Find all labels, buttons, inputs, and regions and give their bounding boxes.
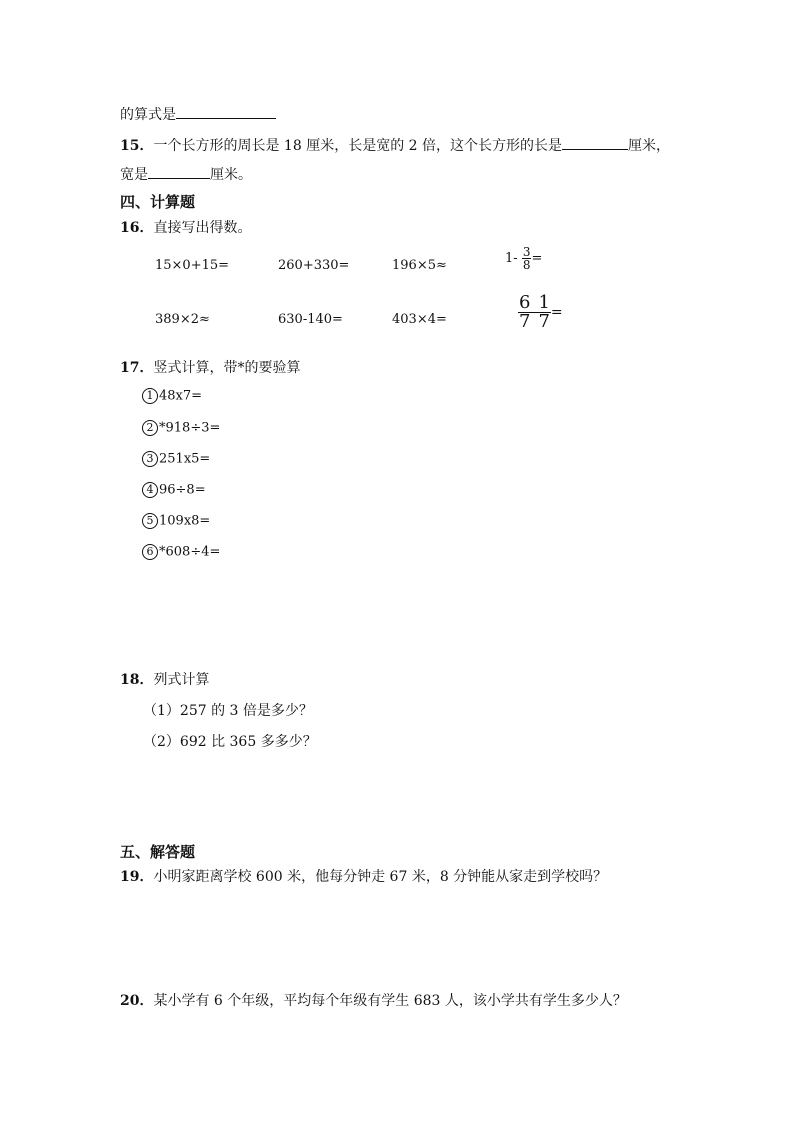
q15-text: 一个长方形的周长是 18 厘米，长是宽的 2 倍，这个长方形的长是 [153, 138, 563, 154]
q16-expr-4-equals: = [531, 251, 543, 266]
q16-expr-8 [518, 294, 563, 331]
q15-unit1: 厘米， [628, 138, 671, 154]
q17-item-expr: *918÷3= [159, 420, 221, 436]
q16-header [120, 217, 251, 237]
q16-expr-6: 630-140= [278, 312, 343, 327]
q16-expr-2: 260+330= [278, 258, 350, 273]
q14-answer-blank[interactable] [176, 104, 276, 119]
q15-line2-prefix: 宽是 [120, 167, 148, 183]
q16-expr-1: 15×0+15= [155, 258, 230, 273]
q17-item-3 [142, 451, 210, 467]
q17-text: 竖式计算，带*的要验算 [153, 360, 301, 376]
q16-expr-7: 403×4= [392, 312, 447, 327]
q15-width-blank[interactable] [148, 164, 210, 179]
fraction-denominator: 8 [522, 258, 531, 272]
q16-text: 直接写出得数。 [153, 220, 252, 236]
circled-number-1: 1 [142, 388, 158, 404]
circled-number-3: 3 [142, 451, 158, 467]
section-5-title: 五、解答题 [120, 843, 196, 861]
fraction-numerator: 1 [538, 292, 550, 313]
q15-number: 15． [120, 138, 154, 154]
q15-length-blank[interactable] [562, 135, 628, 150]
q17-item-5 [142, 513, 210, 529]
q16-expr-4-prefix: 1- [505, 251, 518, 266]
q17-item-1 [142, 388, 202, 404]
q19-number: 19． [120, 869, 154, 885]
q18-sub-2: （2）692 比 365 多多少？ [143, 734, 317, 750]
q18-text: 列式计算 [153, 672, 210, 688]
q20-text: 某小学有 6 个年级，平均每个年级有学生 683 人，该小学共有学生多少人？ [153, 993, 627, 1009]
fraction-numerator: 6 [519, 292, 531, 313]
fraction-numerator: 3 [522, 245, 531, 259]
q17-number: 17． [120, 360, 154, 376]
q18-header [120, 669, 209, 689]
fraction-6-7 [518, 294, 531, 331]
circled-number-2: 2 [142, 420, 158, 436]
q17-item-expr: 251x5= [159, 451, 211, 467]
q16-expr-4 [505, 246, 542, 271]
q19-text: 小明家距离学校 600 米，他每分钟走 67 米，8 分钟能从家走到学校吗？ [153, 869, 608, 885]
circled-number-6: 6 [142, 544, 158, 560]
q18-sub-1: （1）257 的 3 倍是多少？ [143, 703, 313, 719]
q18-number: 18． [120, 672, 154, 688]
q15-line1 [120, 135, 670, 155]
circled-number-4: 4 [142, 482, 158, 498]
q14-tail-line [120, 104, 276, 124]
q17-header [120, 357, 300, 377]
fraction-1-7 [537, 294, 550, 331]
q17-item-expr: 109x8= [159, 513, 211, 529]
q14-tail-text: 的算式是 [120, 107, 176, 123]
circled-number-5: 5 [142, 513, 158, 529]
q17-item-2 [142, 420, 220, 436]
q17-item-expr: 48x7= [159, 388, 203, 404]
q16-expr-8-equals: = [550, 304, 563, 321]
q15-line2 [120, 164, 252, 184]
fraction-denominator: 7 [538, 311, 550, 332]
q17-item-expr: 96÷8= [159, 482, 206, 498]
section-4-title: 四、计算题 [120, 193, 196, 211]
q20-number: 20． [120, 993, 154, 1009]
q16-expr-3: 196×5≈ [392, 258, 447, 273]
q17-item-6 [142, 544, 220, 560]
q17-item-4 [142, 482, 206, 498]
q20-line [120, 990, 627, 1010]
q17-item-expr: *608÷4= [159, 544, 221, 560]
q16-expr-5: 389×2≈ [155, 312, 210, 327]
q15-line2-unit: 厘米。 [210, 167, 252, 183]
fraction-3-8 [522, 246, 532, 271]
q16-number: 16． [120, 220, 154, 236]
fraction-denominator: 7 [519, 311, 531, 332]
q19-line [120, 866, 607, 886]
